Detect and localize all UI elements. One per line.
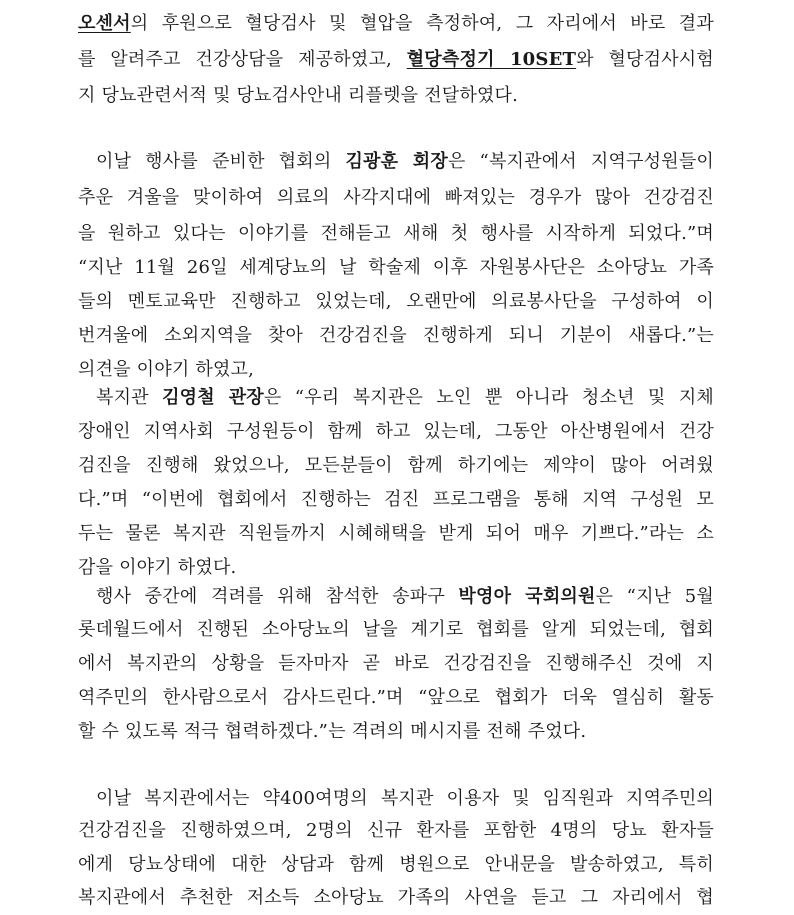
p5-line-4: 복지관에서 추천한 저소득 소아당뇨 가족의 사연을 듣고 그 자리에서 협	[78, 887, 714, 908]
glucose-meter-highlight: 혈당측정기 10SET	[406, 49, 577, 70]
p4-line-5: 할 수 있도록 적극 협력하겠다.”는 격려의 메시지를 전해 주었다.	[78, 721, 587, 742]
p2-line-3: 을 원하고 있다는 이야기를 전해듣고 새해 첫 행사를 시작하게 되었다.”며	[78, 223, 714, 244]
p2-line-2: 추운 겨울을 맞이하여 의료의 사각지대에 빠져있는 경우가 많아 건강검진	[78, 187, 714, 208]
p1-line-3: 지 당뇨관련서적 및 당뇨검사안내 리플렛을 전달하였다.	[78, 85, 519, 106]
p2-line-6: 번겨울에 소외지역을 찾아 건강검진을 진행하게 되니 기분이 새롭다.”는	[78, 325, 714, 346]
director-name: 김영철 관장	[162, 387, 264, 408]
chairman-name: 김광훈 회장	[345, 151, 448, 172]
p4-line-3: 에서 복지관의 상황을 듣자마자 곧 바로 건강검진을 진행해주신 것에 지	[78, 653, 714, 674]
p3-line-4: 다.”며 “이번에 협회에서 진행하는 검진 프로그램을 통해 지역 구성원 모	[78, 489, 714, 510]
p2-line-7: 의견을 이야기 하였고,	[78, 359, 255, 380]
p3-line-2: 장애인 지역사회 구성원등이 함께 하고 있는데, 그동안 아산병원에서 건강	[78, 421, 714, 442]
p3-line-1: 복지관 김영철 관장은 “우리 복지관은 노인 뿐 아니라 청소년 및 지체	[96, 387, 715, 408]
lawmaker-name: 박영아 국회의원	[458, 586, 596, 607]
p3-line-5: 두는 물론 복지관 직원들까지 시혜해택을 받게 되어 매우 기쁘다.”라는 소	[78, 523, 714, 544]
p4-line-2: 롯데월드에서 진행된 소아당뇨의 날을 계기로 협회를 알게 되었는데, 협회	[78, 619, 714, 640]
p5-line-2: 건강검진을 진행하였으며, 2명의 신규 환자를 포함한 4명의 당뇨 환자들	[78, 820, 714, 841]
p3-line-3: 검진을 진행해 왔었으나, 모든분들이 함께 하기에는 제약이 많아 어려웠	[78, 455, 714, 476]
p5-line-1: 이날 복지관에서는 약400여명의 복지관 이용자 및 임직원과 지역주민의	[96, 788, 714, 809]
sponsor-name: 오센서	[78, 13, 131, 34]
p2-line-4: “지난 11월 26일 세계당뇨의 날 학술제 이후 자원봉사단은 소아당뇨 가족	[78, 257, 714, 278]
p2-line-5: 들의 멘토교육만 진행하고 있었는데, 오랜만에 의료봉사단을 구성하여 이	[78, 291, 714, 312]
p2-line-1: 이날 행사를 준비한 협회의 김광훈 회장은 “복지관에서 지역구성원들이	[96, 151, 714, 172]
p1-line-1: 오센서의 후원으로 혈당검사 및 혈압을 측정하여, 그 자리에서 바로 결과	[78, 13, 714, 34]
p4-line-4: 역주민의 한사람으로서 감사드린다.”며 “앞으로 협회가 더욱 열심히 활동	[78, 687, 714, 708]
p3-line-6: 감을 이야기 하였다.	[78, 557, 237, 578]
p5-line-3: 에게 당뇨상태에 대한 상담과 함께 병원으로 안내문을 발송하였고, 특히	[78, 854, 714, 875]
p1-line-2: 를 알려주고 건강상담을 제공하였고, 혈당측정기 10SET와 혈당검사시험	[78, 49, 714, 70]
p4-line-1: 행사 중간에 격려를 위해 참석한 송파구 박영아 국회의원은 “지난 5월	[96, 586, 715, 607]
